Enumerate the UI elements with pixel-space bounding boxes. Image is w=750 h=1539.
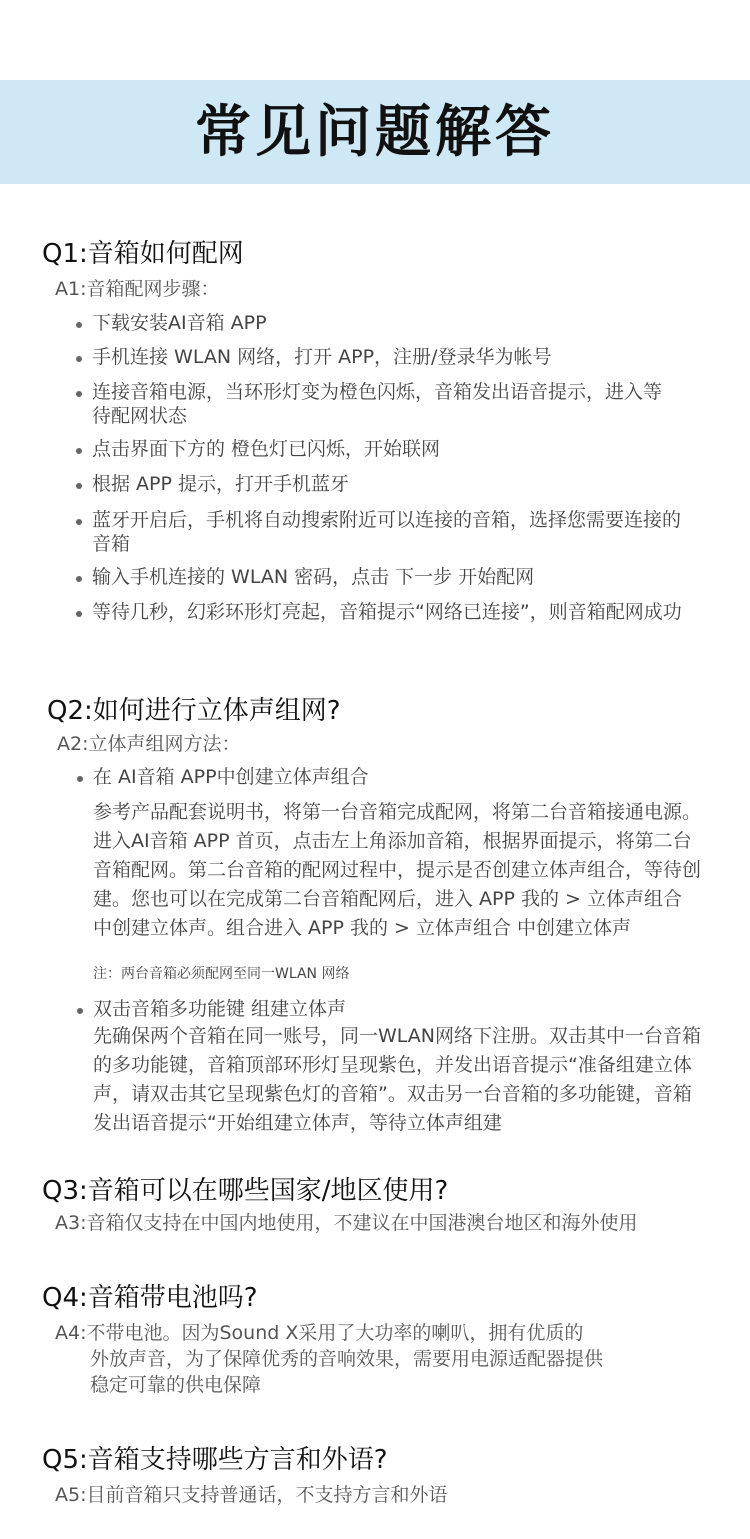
- bullet-icon: [77, 776, 83, 782]
- q2-method1-note: 注：两台音箱必须配网至同一WLAN 网络: [93, 966, 350, 982]
- q2-answer-label: A2:立体声组网方法：: [57, 733, 241, 755]
- q1-step: 等待几秒，幻彩环形灯亮起，音箱提示“网络已连接”，则音箱配网成功: [92, 600, 697, 624]
- q2-method1-body: 参考产品配套说明书，将第一台音箱完成配网，将第二台音箱接通电源。进入AI音箱 APP 首页，点击左上角添加音箱，根据界面提示，将第二台音箱配网。第二台音箱的配网过程中，提示是否创建立体声组合，等待创建。您也可以在完成第二台音箱配网后，进入 APP 我的 > 立体声组合 中创建立体声。组合进入 APP 我的 > 立体声组合 中创建立体声: [93, 801, 702, 939]
- bullet-icon: [76, 576, 82, 582]
- q1-step: 连接音箱电源，当环形灯变为橙色闪烁，音箱发出语音提示，进入等待配网状态: [92, 380, 677, 428]
- q2-method2-title: 双击音箱多功能键 组建立体声: [93, 997, 693, 1021]
- bullet-icon: [76, 391, 82, 397]
- bullet-icon: [76, 356, 82, 362]
- q1-step: 输入手机连接的 WLAN 密码，点击 下一步 开始配网: [92, 565, 712, 589]
- q4-question: Q4:音箱带电池吗?: [42, 1283, 258, 1313]
- bullet-icon: [76, 611, 82, 617]
- bullet-icon: [76, 519, 82, 525]
- q2-question: Q2:如何进行立体声组网?: [47, 696, 341, 726]
- q1-step: 点击界面下方的 橙色灯已闪烁，开始联网: [92, 437, 712, 461]
- q5-answer: A5:目前音箱只支持普通话，不支持方言和外语: [55, 1484, 448, 1506]
- q4-answer-line: A4:不带电池。因为Sound X采用了大功率的喇叭，拥有优质的: [55, 1322, 584, 1344]
- q1-step: 下载安装AI音箱 APP: [92, 311, 712, 335]
- q1-step: 蓝牙开启后，手机将自动搜索附近可以连接的音箱，选择您需要连接的音箱: [92, 508, 697, 556]
- q2-method2-body: 先确保两个音箱在同一账号，同一WLAN网络下注册。双击其中一台音箱的多功能键，音箱顶部环形灯呈现紫色，并发出语音提示“准备组建立体声，请双击其它呈现紫色灯的音箱”。双击另一台音箱的多功能键，音箱发出语音提示“开始组建立体声，等待立体声组建: [93, 1025, 702, 1134]
- bullet-icon: [76, 448, 82, 454]
- q3-question: Q3:音箱可以在哪些国家/地区使用?: [42, 1176, 449, 1206]
- q2-method1-title: 在 AI音箱 APP中创建立体声组合: [93, 765, 693, 789]
- q1-step: 根据 APP 提示，打开手机蓝牙: [92, 472, 712, 496]
- q4-answer-line: 稳定可靠的供电保障: [90, 1374, 262, 1396]
- q3-answer: A3:音箱仅支持在中国内地使用，不建议在中国港澳台地区和海外使用: [55, 1212, 638, 1234]
- q1-answer-label: A1:音箱配网步骤：: [55, 278, 220, 300]
- bullet-icon: [76, 483, 82, 489]
- q1-step: 手机连接 WLAN 网络，打开 APP，注册/登录华为帐号: [92, 345, 712, 369]
- page-title: 常见问题解答: [195, 100, 555, 165]
- bullet-icon: [76, 322, 82, 328]
- bullet-icon: [77, 1008, 83, 1014]
- q1-question: Q1:音箱如何配网: [42, 239, 244, 269]
- q5-question: Q5:音箱支持哪些方言和外语?: [42, 1445, 388, 1475]
- q4-answer-line: 外放声音，为了保障优秀的音响效果，需要用电源适配器提供: [90, 1348, 604, 1370]
